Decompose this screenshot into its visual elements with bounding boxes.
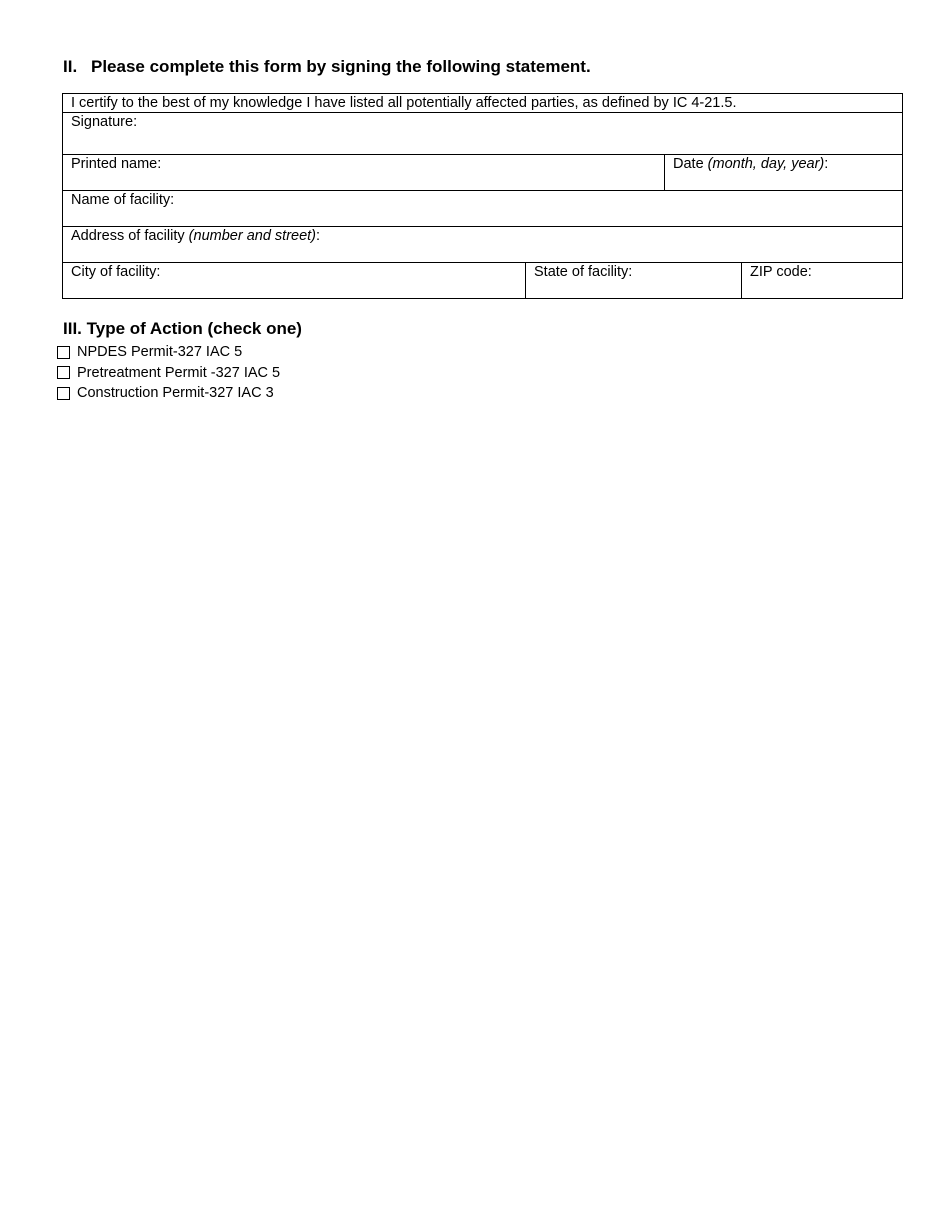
signature-label: Signature: — [71, 114, 138, 130]
facility-address-field[interactable] — [63, 227, 902, 262]
facility-address-label-text: Address of facility — [71, 228, 189, 244]
printed-name-field[interactable] — [63, 155, 664, 190]
certification-row — [63, 94, 902, 112]
construction-checkbox[interactable] — [57, 387, 70, 400]
option-construction-permit[interactable] — [57, 383, 280, 404]
npdes-checkbox[interactable] — [57, 346, 70, 359]
section-3-heading: III. Type of Action (check one) — [63, 319, 302, 338]
npdes-label: NPDES Permit-327 IAC 5 — [77, 344, 243, 361]
zip-field[interactable] — [741, 263, 902, 298]
date-label-colon: : — [824, 156, 829, 172]
action-type-options — [57, 342, 280, 404]
pretreatment-checkbox[interactable] — [57, 366, 70, 379]
facility-address-row — [63, 226, 902, 262]
facility-name-label: Name of facility: — [71, 192, 175, 208]
date-field[interactable] — [664, 155, 902, 190]
state-field[interactable] — [525, 263, 741, 298]
certification-form — [62, 93, 903, 299]
construction-label: Construction Permit-327 IAC 3 — [77, 385, 274, 402]
facility-address-hint: (number and street) — [188, 228, 317, 244]
city-label: City of facility: — [71, 264, 161, 280]
city-field[interactable] — [63, 263, 525, 298]
section-2-number: II. — [63, 57, 78, 76]
date-format-hint: (month, day, year) — [707, 156, 825, 172]
name-date-row — [63, 154, 902, 190]
option-npdes-permit[interactable] — [57, 342, 280, 363]
zip-label: ZIP code: — [750, 264, 812, 280]
signature-row — [63, 112, 902, 154]
certification-statement: I certify to the best of my knowledge I have listed all potentially affected parties, as defined by IC 4-21.5. — [71, 95, 737, 111]
section-2-title: Please complete this form by signing the following statement. — [91, 57, 591, 76]
pretreatment-label: Pretreatment Permit -327 IAC 5 — [77, 364, 281, 381]
date-label — [673, 156, 828, 172]
signature-field[interactable] — [63, 113, 902, 154]
section-2-heading — [63, 57, 591, 77]
printed-name-label: Printed name: — [71, 156, 162, 172]
city-state-zip-row — [63, 262, 902, 298]
facility-name-field[interactable] — [63, 191, 902, 226]
facility-address-colon: : — [316, 228, 321, 244]
facility-address-label — [71, 228, 320, 244]
state-label: State of facility: — [534, 264, 633, 280]
date-label-text: Date — [673, 156, 708, 172]
facility-name-row — [63, 190, 902, 226]
option-pretreatment-permit[interactable] — [57, 363, 280, 384]
